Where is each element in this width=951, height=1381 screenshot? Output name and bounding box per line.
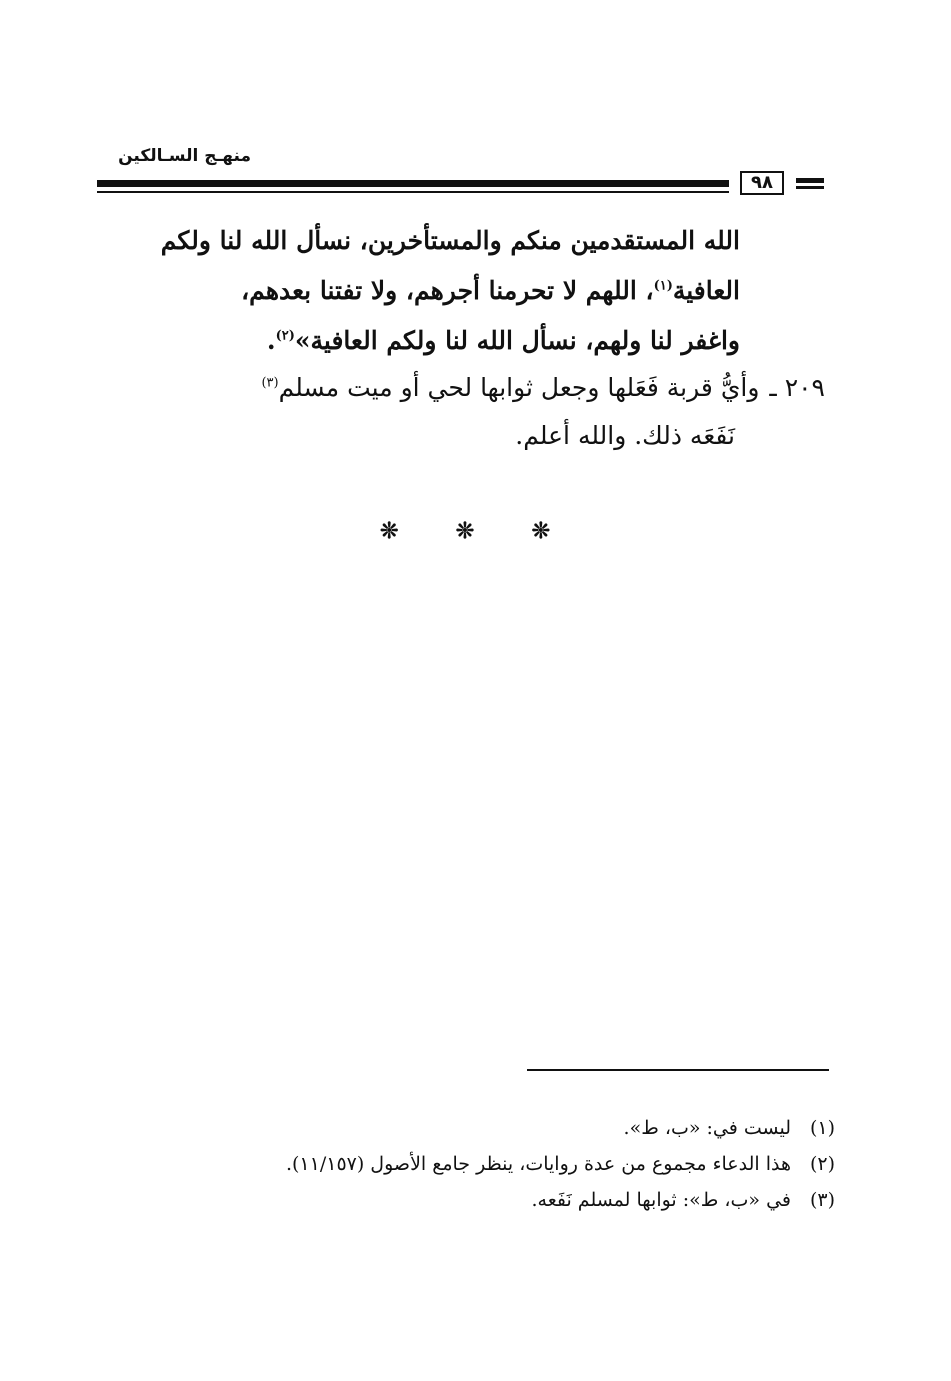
page-number: ٩٨: [740, 171, 784, 195]
footnote-ref-3: (٣): [261, 375, 279, 391]
page-number-ornament: [796, 178, 824, 189]
asterism-icon: ❊: [380, 518, 399, 544]
section-divider: [380, 518, 550, 544]
footnote-ref-2: (٢): [275, 328, 295, 344]
footnote-ref-1: (١): [653, 278, 673, 294]
header-rule: [97, 180, 729, 193]
footnote-number: (١): [809, 1117, 835, 1139]
main-paragraph: [95, 216, 740, 366]
item-number: ٢٠٩ ـ: [769, 373, 825, 402]
paragraph-line: [95, 316, 740, 366]
paragraph-text: واغفر لنا ولهم، نسأل الله لنا ولكم العافية»: [294, 326, 740, 355]
footnote-item: [95, 1110, 835, 1146]
item-line: [95, 364, 825, 412]
item-text: نَفَعَه ذلك. والله أعلم.: [515, 421, 735, 450]
footnote-item: [95, 1182, 835, 1218]
footnote-item: [95, 1146, 835, 1182]
item-text: وأيُّ قربة فَعَلها وجعل ثوابها لحي أو ميت مسلم: [278, 373, 760, 402]
footnote-number: (٣): [809, 1189, 835, 1211]
paragraph-text: .: [266, 326, 276, 355]
numbered-item: [95, 364, 825, 460]
paragraph-text: العافية: [672, 276, 740, 305]
running-header-title: منهـج السـالكين: [118, 146, 251, 166]
header-rule-thin: [97, 191, 729, 193]
ornament-bar: [796, 178, 824, 183]
footnote-separator: [527, 1069, 829, 1071]
paragraph-line: [95, 266, 740, 316]
ornament-bar: [796, 186, 824, 189]
paragraph-text: ، اللهم لا تحرمنا أجرهم، ولا تفتنا بعدهم،: [241, 276, 654, 305]
footnote-number: (٢): [809, 1153, 835, 1175]
footnote-text: هذا الدعاء مجموع من عدة روايات، ينظر جامع الأصول (١١/١٥٧).: [285, 1153, 791, 1175]
footnote-text: في «ب، ط»: ثوابها لمسلم نَفَعه.: [531, 1189, 791, 1211]
item-line: [95, 412, 825, 460]
header-rule-thick: [97, 180, 729, 187]
asterism-icon: ❊: [455, 518, 475, 544]
footnote-text: ليست في: «ب، ط».: [623, 1117, 791, 1139]
paragraph-line: الله المستقدمين منكم والمستأخرين، نسأل الله لنا ولكم: [160, 226, 740, 255]
footnotes: [95, 1110, 835, 1218]
asterism-icon: ❊: [531, 518, 550, 544]
